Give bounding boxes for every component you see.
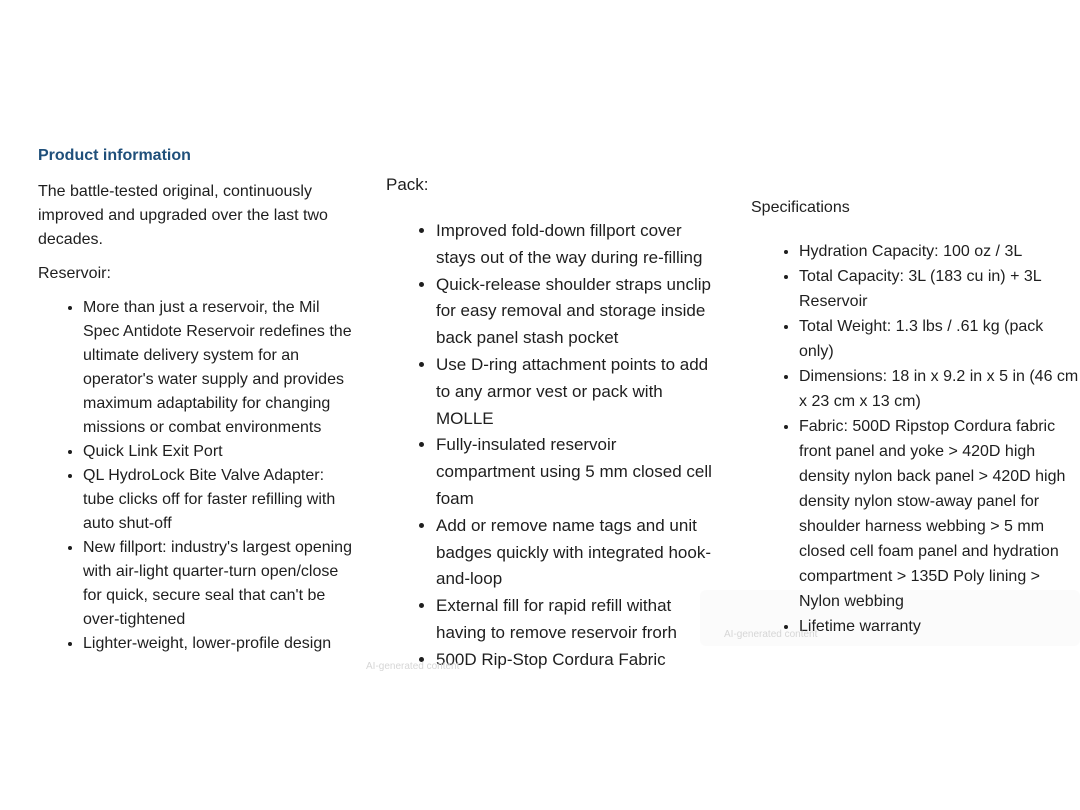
product-intro: The battle-tested original, continuously improved and upgraded over the last two decades. bbox=[38, 183, 328, 248]
list-item: • External fill for rapid refill withat having to remove reservoir frorh bbox=[436, 593, 717, 647]
reservoir-label: Reservoir: bbox=[38, 265, 111, 282]
list-item: • Quick-release shoulder straps unclip for easy removal and storage inside back panel stash pocket bbox=[436, 272, 717, 352]
ai-generated-watermark: AI-generated content bbox=[366, 661, 460, 672]
list-item: • 500D Rip-Stop Cordura Fabric bbox=[436, 647, 717, 674]
list-item: • Total Weight: 1.3 lbs / .61 kg (pack only) bbox=[799, 314, 1080, 364]
list-item: • Use D-ring attachment points to add to any armor vest or pack with MOLLE bbox=[436, 352, 717, 432]
list-item: • Hydration Capacity: 100 oz / 3L bbox=[799, 239, 1080, 264]
list-item: • Fully-insulated reservoir compartment using 5 mm closed cell foam bbox=[436, 432, 717, 512]
list-item: • More than just a reservoir, the Mil Spec Antidote Reservoir redefines the ultimate delivery system for an operator's water supply and provides maximum adaptability for changing missions or combat environments bbox=[83, 296, 354, 440]
list-item: • Lighter-weight, lower-profile design bbox=[83, 632, 354, 656]
list-item: • Quick Link Exit Port bbox=[83, 440, 354, 464]
list-item: • QL HydroLock Bite Valve Adapter: tube clicks off for faster refilling with auto shut-off bbox=[83, 464, 354, 536]
reservoir-features-list bbox=[38, 296, 354, 656]
specifications-column bbox=[751, 196, 1080, 656]
pack-features-list bbox=[386, 218, 717, 674]
list-item: • Fabric: 500D Ripstop Cordura fabric front panel and yoke > 420D high density nylon back panel > 420D high density nylon stow-away panel for shoulder harness webbing > 5 mm closed cell foam panel and hydration compartment > 135D Poly lining > Nylon webbing bbox=[799, 414, 1080, 614]
specifications-list bbox=[751, 239, 1080, 639]
pack-column bbox=[386, 172, 717, 682]
list-item: • Improved fold-down fillport cover stays out of the way during re-filling bbox=[436, 218, 717, 272]
specifications-label: Specifications bbox=[751, 199, 850, 216]
list-item: • New fillport: industry's largest opening with air-light quarter-turn open/close for quick, secure seal that can't be over-tightened bbox=[83, 536, 354, 632]
list-item: • Dimensions: 18 in x 9.2 in x 5 in (46 cm x 23 cm x 13 cm) bbox=[799, 364, 1080, 414]
ai-generated-watermark: AI-generated content bbox=[724, 629, 818, 640]
list-item: • Total Capacity: 3L (183 cu in) + 3L Reservoir bbox=[799, 264, 1080, 314]
list-item: • Lifetime warranty bbox=[799, 614, 1080, 639]
pack-label: Pack: bbox=[386, 175, 429, 194]
product-information-heading: Product information bbox=[38, 147, 191, 164]
list-item: • Add or remove name tags and unit badges quickly with integrated hook-and-loop bbox=[436, 513, 717, 593]
product-information-column bbox=[38, 146, 354, 686]
